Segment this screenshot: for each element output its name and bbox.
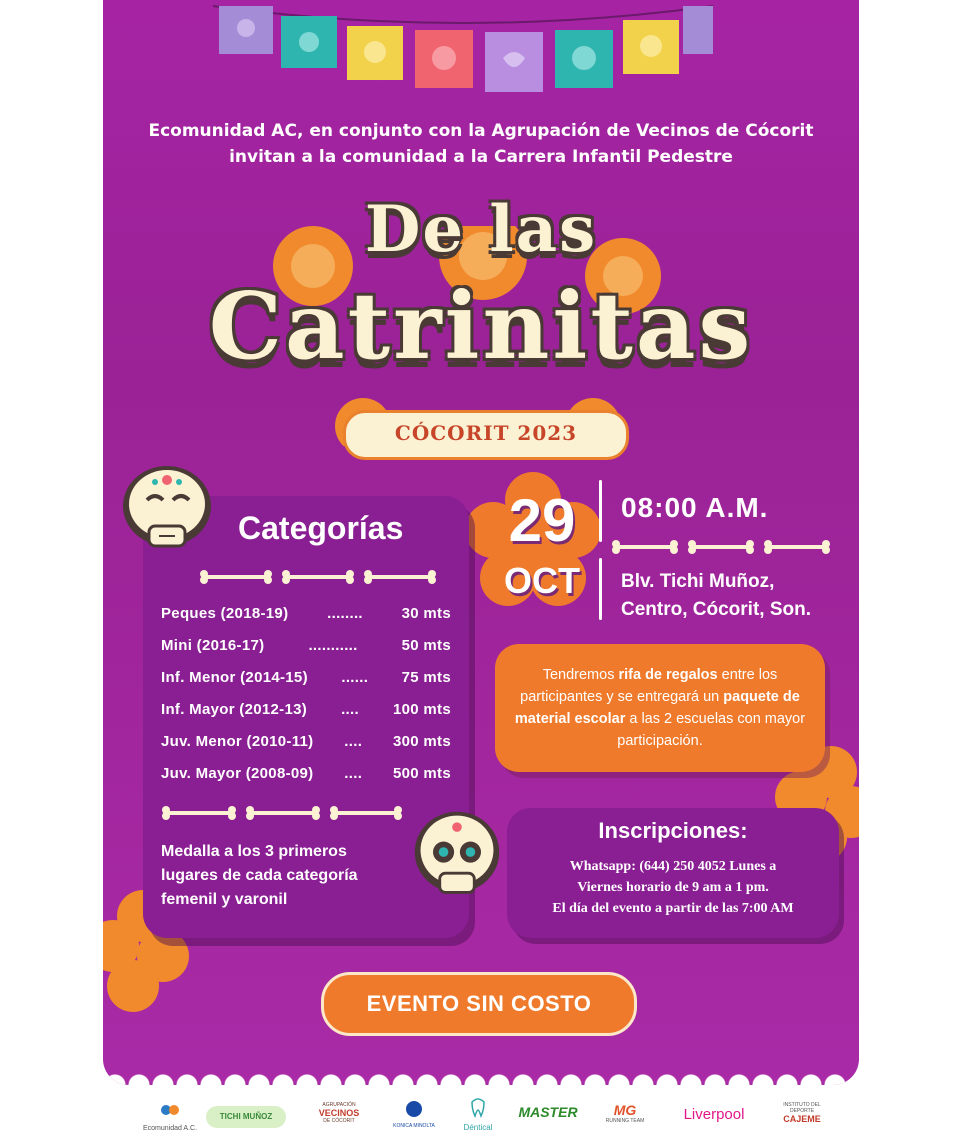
papel-picado-bunting	[213, 0, 713, 100]
raffle-info-card	[495, 644, 825, 772]
category-name: Peques (2018-19)	[161, 605, 289, 622]
registration-line-1: Whatsapp: (644) 250 4052 Lunes a	[569, 859, 777, 874]
ecomunidad-icon	[158, 1102, 182, 1120]
category-distance: 300 mts	[393, 733, 451, 750]
category-name: Juv. Menor (2010-11)	[161, 733, 314, 750]
category-row	[161, 630, 451, 662]
category-name: Inf. Menor (2014-15)	[161, 669, 308, 686]
category-distance: 100 mts	[393, 701, 451, 718]
poster	[103, 0, 859, 1085]
medal-line-2: lugares de cada categoría	[161, 867, 358, 884]
raffle-text-2: entre los participantes y se entregará un	[520, 667, 778, 705]
title-line-2: Catrinitas	[208, 272, 754, 380]
sponsor-vecinos-logo: AGRUPACIÓN VECINOS DE CÓCORIT	[318, 1102, 360, 1124]
bone-divider	[611, 540, 831, 554]
category-row	[161, 662, 451, 694]
title-line-1: De las	[364, 192, 598, 267]
intro-text	[103, 118, 859, 170]
registration-heading: Inscripciones:	[598, 818, 748, 843]
raffle-text-1: Tendremos	[542, 667, 619, 683]
sponsor-liverpool-logo: Liverpool	[683, 1106, 745, 1123]
sugar-skull-icon	[409, 806, 505, 902]
category-name: Mini (2016-17)	[161, 637, 265, 654]
category-dots: ...........	[308, 637, 358, 654]
category-distance: 75 mts	[401, 669, 451, 686]
title-subtitle-badge: CÓCORIT 2023	[343, 410, 629, 460]
category-dots: ........	[327, 605, 363, 622]
category-dots: ....	[341, 701, 359, 718]
categories-list	[161, 598, 451, 790]
category-distance: 50 mts	[401, 637, 451, 654]
intro-line-1: Ecomunidad AC, en conjunto con la Agrupación de Vecinos de Cócorit	[148, 121, 814, 141]
medal-line-3: femenil y varonil	[161, 891, 288, 908]
registration-details	[507, 856, 839, 919]
raffle-highlight-1: rifa de regalos	[618, 667, 718, 683]
category-dots: ......	[341, 669, 369, 686]
categories-heading: Categorías	[238, 510, 404, 546]
sugar-skull-icon	[117, 458, 217, 558]
konica-icon	[405, 1100, 423, 1118]
category-name: Inf. Mayor (2012-13)	[161, 701, 308, 718]
category-row	[161, 726, 451, 758]
category-distance: 500 mts	[393, 765, 451, 782]
category-dots: ....	[344, 733, 363, 750]
bone-divider	[161, 806, 405, 820]
sponsor-dental-logo: Déntical	[456, 1098, 500, 1132]
category-name: Juv. Mayor (2008-09)	[161, 765, 314, 782]
event-month: OCT	[504, 560, 580, 601]
sponsor-master-logo: MASTER	[518, 1104, 578, 1120]
sponsor-cajeme-logo: INSTITUTO DEL DEPORTE CAJEME	[783, 1102, 821, 1124]
sponsor-tichi-logo: TICHI MUÑOZ	[206, 1106, 286, 1128]
tooth-icon	[470, 1098, 486, 1118]
registration-line-2: Viernes horario de 9 am a 1 pm.	[577, 880, 769, 895]
divider-vertical	[599, 480, 602, 542]
free-event-badge: EVENTO SIN COSTO	[321, 972, 637, 1036]
category-distance: 30 mts	[401, 605, 451, 622]
bone-divider	[199, 570, 439, 584]
category-row	[161, 758, 451, 790]
category-dots: ....	[344, 765, 363, 782]
raffle-highlight-2: paquete de material escolar	[514, 689, 800, 727]
event-time: 08:00 A.M.	[621, 492, 769, 523]
divider-vertical	[599, 558, 602, 620]
category-row	[161, 598, 451, 630]
sponsor-konica-logo: KONICA MINOLTA	[384, 1100, 444, 1129]
intro-line-2: invitan a la comunidad a la Carrera Infantil Pedestre	[229, 147, 733, 167]
medal-line-1: Medalla a los 3 primeros	[161, 843, 347, 860]
sponsor-ecomunidad-logo: Ecomunidad A.C.	[140, 1102, 200, 1132]
registration-line-3: El día del evento a partir de las 7:00 AM	[552, 901, 794, 916]
event-place-line-2: Centro, Cócorit, Son.	[621, 599, 811, 620]
event-place	[621, 568, 811, 624]
event-day: 29	[508, 487, 576, 554]
title-block	[103, 180, 859, 470]
event-place-line-1: Blv. Tichi Muñoz,	[621, 571, 775, 592]
sponsors-row	[140, 1096, 840, 1136]
sponsor-mg-logo: MG RUNNING TEAM	[605, 1102, 645, 1124]
medal-info	[161, 840, 421, 912]
category-row	[161, 694, 451, 726]
raffle-text-3: a las 2 escuelas con mayor participación.	[617, 711, 806, 749]
